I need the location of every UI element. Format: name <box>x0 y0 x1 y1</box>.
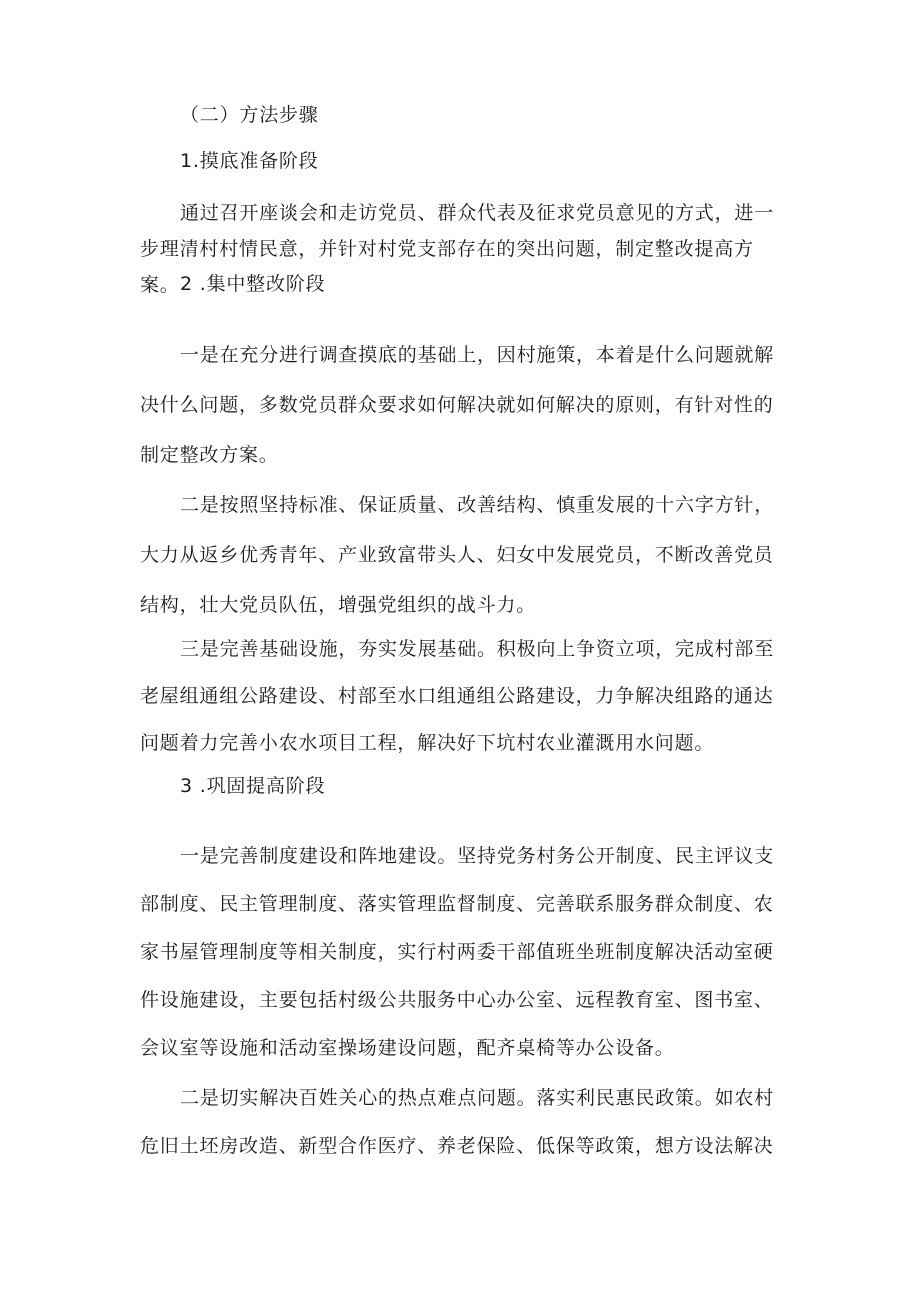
step1-heading: 1.摸底准备阶段 <box>180 150 319 172</box>
step1-paragraph: 通过召开座谈会和走访党员、群众代表及征求党员意见的方式，进一步理清村村情民意，并针对村党支部存在的突出问题，制定整改提高方案。 <box>140 202 775 296</box>
step2-paragraph-3: 三是完善基础设施，夯实发展基础。积极向上争资立项，完成村部至老屋组通组公路建设、村部至水口组通组公路建设，力争解决组路的通达问题着力完善小农水项目工程，解决好下坑村农业灌溉用水问题。 <box>140 638 775 754</box>
step2-paragraph-2: 二是按照坚持标准、保证质量、改善结构、慎重发展的十六字方针，大力从返乡优秀青年、产业致富带头人、妇女中发展党员，不断改善党员结构，壮大党员队伍，增强党组织的战斗力。 <box>140 494 775 616</box>
step3-paragraph-1: 一是完善制度建设和阵地建设。坚持党务村务公开制度、民主评议支部制度、民主管理制度、落实管理监督制度、完善联系服务群众制度、农家书屋管理制度等相关制度，实行村两委干部值班坐班制度解决活动室硬件设施建设，主要包括村级公共服务中心办公室、远程教育室、图书室、会议室等设施和活动室操场建设问题，配齐桌椅等办公设备。 <box>140 845 775 1059</box>
step3-paragraph-2: 二是切实解决百姓关心的热点难点问题。落实利民惠民政策。如农村危旧土坯房改造、新型合作医疗、养老保险、低保等政策，想方设法解决 <box>140 1087 775 1157</box>
step2-heading: 2 .集中整改阶段 <box>180 273 326 295</box>
section-heading: （二）方法步骤 <box>180 104 319 126</box>
step3-heading: 3 .巩固提高阶段 <box>180 775 326 797</box>
step2-paragraph-1: 一是在充分进行调查摸底的基础上，因村施策，本着是什么问题就解决什么问题，多数党员群众要求如何解决就如何解决的原则，有针对性的制定整改方案。 <box>140 344 775 466</box>
